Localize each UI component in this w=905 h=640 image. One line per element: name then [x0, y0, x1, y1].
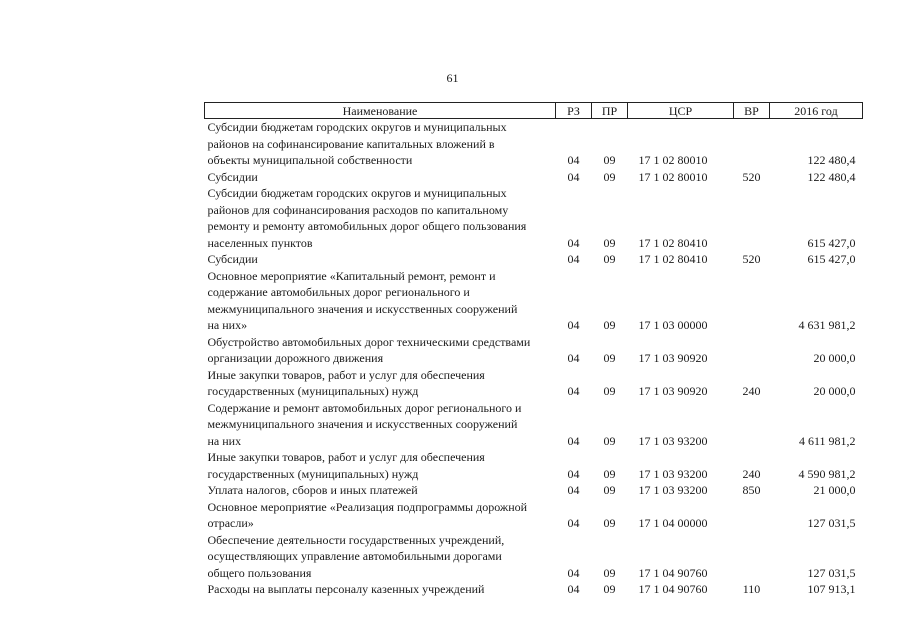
cell-rz: 04	[567, 351, 580, 365]
cell-rz: 04	[567, 318, 580, 332]
cell-name: Обустройство автомобильных дорог техническими средствами организации дорожного движения	[207, 334, 531, 365]
cell-csr: 17 1 03 90920	[638, 351, 708, 365]
cell-pr: 09	[603, 318, 616, 332]
header-name: Наименование	[205, 103, 556, 119]
header-vr: ВР	[734, 103, 770, 119]
table-row	[205, 482, 863, 499]
cell-vr: 110	[742, 582, 761, 596]
cell-csr: 17 1 03 93200	[638, 466, 708, 481]
cell-vr	[734, 334, 770, 367]
table-row	[205, 251, 863, 268]
table-row	[205, 367, 863, 400]
cell-amount: 615 427,0	[807, 252, 856, 266]
cell-pr: 09	[603, 153, 616, 167]
table-row	[205, 581, 863, 598]
cell-amount: 4 611 981,2	[798, 433, 856, 448]
cell-pr: 09	[603, 582, 616, 596]
cell-rz: 04	[567, 384, 580, 398]
page-number: 61	[446, 71, 459, 85]
table-row	[205, 268, 863, 334]
cell-pr: 09	[603, 169, 616, 184]
cell-pr: 09	[603, 483, 616, 497]
cell-vr	[734, 268, 770, 334]
cell-amount: 20 000,0	[813, 351, 856, 365]
cell-vr: 520	[742, 252, 761, 266]
table-row	[205, 400, 863, 450]
cell-amount: 122 480,4	[807, 169, 856, 184]
cell-vr	[734, 532, 770, 582]
cell-name: Субсидии	[207, 252, 258, 266]
cell-csr: 17 1 02 80010	[638, 153, 708, 167]
budget-table	[204, 102, 863, 598]
cell-vr	[734, 400, 770, 450]
cell-name: Иные закупки товаров, работ и услуг для обеспечения государственных (муниципальных) нужд	[207, 367, 485, 398]
cell-rz: 04	[567, 153, 580, 167]
cell-name: Субсидии бюджетам городских округов и муниципальных районов на софинансирование капитальных вложений в объекты муниципальной собственности	[207, 120, 507, 167]
header-pr: ПР	[592, 103, 628, 119]
cell-csr: 17 1 04 90760	[638, 565, 708, 580]
cell-vr	[734, 499, 770, 532]
cell-name: Основное мероприятие «Реализация подпрограммы дорожной отрасли»	[207, 499, 528, 530]
table-row	[205, 334, 863, 367]
cell-vr	[734, 185, 770, 251]
table-row	[205, 449, 863, 482]
cell-amount: 107 913,1	[807, 582, 856, 596]
cell-rz: 04	[567, 483, 580, 497]
cell-rz: 04	[567, 466, 580, 481]
cell-rz: 04	[567, 582, 580, 596]
cell-amount: 20 000,0	[813, 384, 856, 398]
table-row	[205, 119, 863, 169]
cell-csr: 17 1 02 80410	[638, 235, 708, 250]
header-year: 2016 год	[770, 103, 863, 119]
cell-rz: 04	[567, 169, 580, 184]
cell-pr: 09	[603, 252, 616, 266]
cell-name: Содержание и ремонт автомобильных дорог регионального и межмуниципального значения и искусственных сооружений на них	[207, 400, 522, 448]
table-row	[205, 499, 863, 532]
header-row	[205, 103, 863, 119]
cell-pr: 09	[603, 433, 616, 448]
cell-pr: 09	[603, 565, 616, 580]
cell-vr: 520	[742, 169, 761, 184]
cell-amount: 615 427,0	[807, 235, 856, 250]
cell-name: Уплата налогов, сборов и иных платежей	[207, 483, 418, 497]
cell-vr: 850	[742, 483, 761, 497]
cell-rz: 04	[567, 565, 580, 580]
table-row	[205, 185, 863, 251]
cell-rz: 04	[567, 516, 580, 530]
cell-rz: 04	[567, 433, 580, 448]
table-row	[205, 169, 863, 186]
cell-csr: 17 1 02 80010	[638, 169, 708, 184]
cell-name: Субсидии бюджетам городских округов и муниципальных районов для софинансирования расходов по капитальному ремонту и ремонту автомобильных дорог общего пользования населенных пунктов	[207, 186, 527, 250]
cell-pr: 09	[603, 516, 616, 530]
cell-csr: 17 1 04 90760	[638, 582, 708, 596]
cell-vr: 240	[742, 384, 761, 398]
cell-vr	[734, 119, 770, 169]
cell-name: Расходы на выплаты персоналу казенных учреждений	[207, 582, 485, 596]
cell-csr: 17 1 02 80410	[638, 252, 708, 266]
cell-name: Обеспечение деятельности государственных учреждений, осуществляющих управление автомобильными дорогами общего пользования	[207, 532, 505, 580]
cell-amount: 4 631 981,2	[798, 318, 856, 332]
cell-rz: 04	[567, 252, 580, 266]
cell-pr: 09	[603, 235, 616, 250]
cell-rz: 04	[567, 235, 580, 250]
cell-csr: 17 1 03 93200	[638, 433, 708, 448]
header-rz: РЗ	[556, 103, 592, 119]
table-header	[205, 103, 863, 119]
cell-csr: 17 1 03 00000	[638, 318, 708, 332]
cell-amount: 21 000,0	[813, 483, 856, 497]
cell-amount: 127 031,5	[807, 565, 856, 580]
cell-pr: 09	[603, 384, 616, 398]
cell-name: Иные закупки товаров, работ и услуг для обеспечения государственных (муниципальных) нужд	[207, 450, 485, 481]
cell-vr: 240	[742, 466, 761, 481]
cell-pr: 09	[603, 351, 616, 365]
cell-csr: 17 1 04 00000	[638, 516, 708, 530]
cell-csr: 17 1 03 93200	[638, 483, 708, 497]
cell-amount: 122 480,4	[807, 153, 856, 167]
header-csr: ЦСР	[628, 103, 734, 119]
cell-name: Субсидии	[207, 169, 258, 184]
cell-amount: 4 590 981,2	[798, 466, 856, 481]
cell-pr: 09	[603, 466, 616, 481]
cell-amount: 127 031,5	[807, 516, 856, 530]
table-row	[205, 532, 863, 582]
cell-name: Основное мероприятие «Капитальный ремонт, ремонт и содержание автомобильных дорог регионального и межмуниципального значения и искусственных сооружений на них»	[207, 268, 518, 332]
table-body	[205, 119, 863, 598]
cell-csr: 17 1 03 90920	[638, 384, 708, 398]
